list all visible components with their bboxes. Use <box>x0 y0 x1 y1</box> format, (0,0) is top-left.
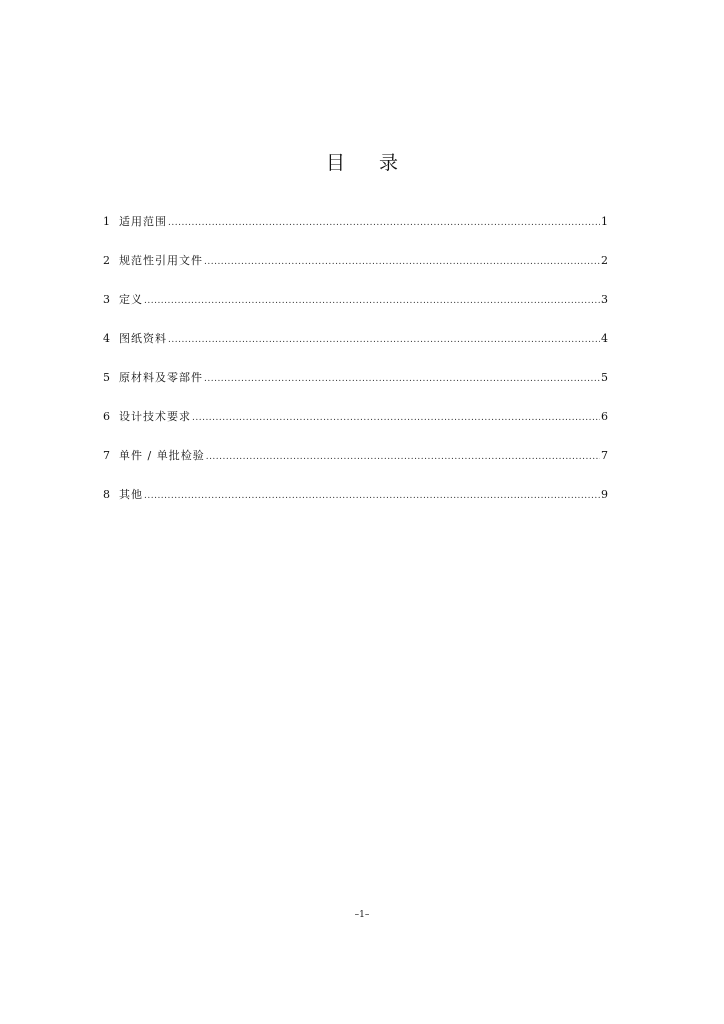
page-number: –1– <box>354 910 370 920</box>
toc-leader-dots <box>168 330 600 350</box>
toc-leader-dots <box>204 369 600 389</box>
toc-entry[interactable] <box>103 290 608 329</box>
toc-entry[interactable] <box>103 212 608 251</box>
toc-title: 目 录 <box>325 152 413 174</box>
toc-entry-page: 7 <box>601 449 608 462</box>
toc-entry-page: 3 <box>601 293 608 306</box>
toc-entry-label: 适用范围 <box>119 215 167 228</box>
toc-entry-page: 1 <box>601 215 608 228</box>
toc-entry-page: 2 <box>601 254 608 267</box>
toc-entry-page: 4 <box>601 332 608 345</box>
toc-entry[interactable] <box>103 485 608 524</box>
toc-leader-dots <box>204 252 600 272</box>
toc-entry-number: 1 <box>103 215 110 228</box>
toc-entry-label: 单件 / 单批检验 <box>119 449 205 462</box>
toc-entry[interactable] <box>103 407 608 446</box>
toc-leader-dots <box>192 408 600 428</box>
toc-entry[interactable] <box>103 251 608 290</box>
toc-entry-page: 5 <box>601 371 608 384</box>
toc-entry-number: 3 <box>103 293 110 306</box>
toc-entry-label: 图纸资料 <box>119 332 167 345</box>
toc-entry-label: 规范性引用文件 <box>119 254 203 267</box>
toc-list <box>103 212 608 524</box>
toc-entry-number: 4 <box>103 332 110 345</box>
toc-entry[interactable] <box>103 329 608 368</box>
toc-entry-label: 原材料及零部件 <box>119 371 203 384</box>
toc-entry-label: 其他 <box>119 488 143 501</box>
toc-leader-dots <box>144 291 600 311</box>
toc-entry-number: 7 <box>103 449 110 462</box>
toc-leader-dots <box>206 447 600 467</box>
toc-entry[interactable] <box>103 368 608 407</box>
toc-entry-number: 6 <box>103 410 110 423</box>
toc-entry-page: 6 <box>601 410 608 423</box>
toc-entry-label: 设计技术要求 <box>119 410 191 423</box>
toc-leader-dots <box>144 486 600 506</box>
toc-entry-number: 5 <box>103 371 110 384</box>
toc-leader-dots <box>168 213 600 233</box>
toc-entry[interactable] <box>103 446 608 485</box>
toc-entry-number: 2 <box>103 254 110 267</box>
toc-entry-number: 8 <box>103 488 110 501</box>
toc-entry-page: 9 <box>601 488 608 501</box>
toc-entry-label: 定义 <box>119 293 143 306</box>
